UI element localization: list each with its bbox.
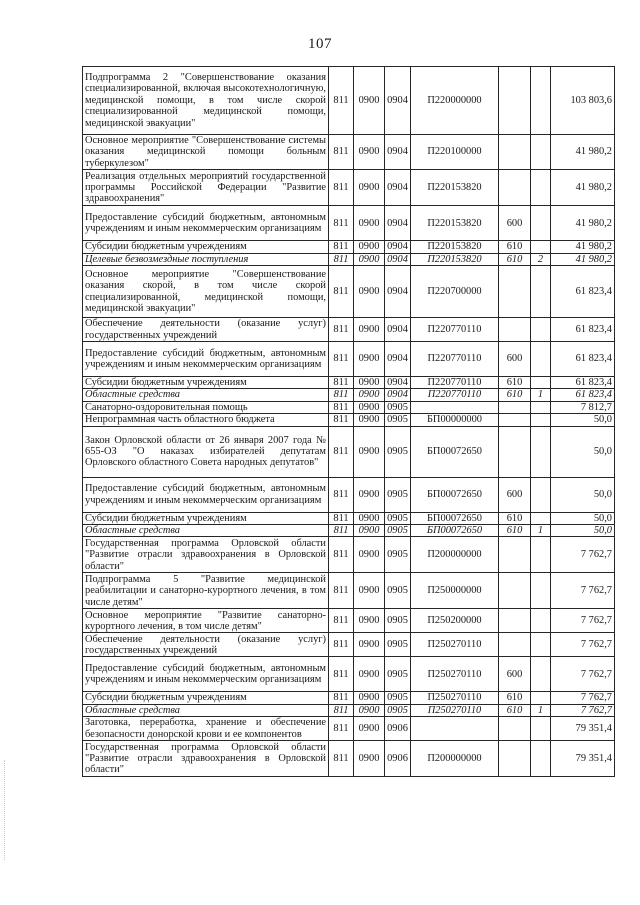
- expense-type-code: 610: [499, 704, 531, 716]
- table-row: [83, 241, 615, 253]
- amount: 7 762,7: [551, 537, 615, 573]
- expense-type-code: [499, 266, 531, 318]
- subsection-code: 0904: [385, 206, 411, 241]
- section-code: 0900: [354, 741, 385, 777]
- row-description: Субсидии бюджетным учреждениям: [83, 241, 329, 253]
- admin-code: 811: [329, 135, 354, 170]
- table-row: [83, 135, 615, 170]
- funding-source-code: [531, 170, 551, 206]
- scan-margin-mark: [4, 760, 7, 860]
- expense-type-code: [499, 67, 531, 135]
- section-code: 0900: [354, 633, 385, 657]
- section-code: 0900: [354, 241, 385, 253]
- amount: 103 803,6: [551, 67, 615, 135]
- amount: 41 980,2: [551, 253, 615, 265]
- section-code: 0900: [354, 342, 385, 377]
- target-article-code: П220100000: [411, 135, 499, 170]
- funding-source-code: 2: [531, 253, 551, 265]
- expense-type-code: [499, 717, 531, 741]
- funding-source-code: [531, 241, 551, 253]
- admin-code: 811: [329, 170, 354, 206]
- expense-type-code: [499, 537, 531, 573]
- subsection-code: 0905: [385, 414, 411, 426]
- funding-source-code: [531, 573, 551, 609]
- subsection-code: 0905: [385, 477, 411, 512]
- admin-code: 811: [329, 573, 354, 609]
- funding-source-code: [531, 414, 551, 426]
- table-row: [83, 609, 615, 633]
- funding-source-code: [531, 609, 551, 633]
- funding-source-code: [531, 477, 551, 512]
- amount: 50,0: [551, 525, 615, 537]
- admin-code: 811: [329, 67, 354, 135]
- section-code: 0900: [354, 426, 385, 477]
- table-row: [83, 401, 615, 413]
- section-code: 0900: [354, 266, 385, 318]
- funding-source-code: [531, 377, 551, 389]
- admin-code: 811: [329, 537, 354, 573]
- subsection-code: 0905: [385, 692, 411, 704]
- row-description: Государственная программа Орловской области "Развитие отрасли здравоохранения в Орловской области": [83, 537, 329, 573]
- expense-type-code: [499, 426, 531, 477]
- section-code: 0900: [354, 389, 385, 401]
- target-article-code: П200000000: [411, 741, 499, 777]
- row-description: Обеспечение деятельности (оказание услуг) государственных учреждений: [83, 633, 329, 657]
- amount: 7 762,7: [551, 704, 615, 716]
- table-row: [83, 414, 615, 426]
- row-description: Подпрограмма 2 "Совершенствование оказания специализированной, включая высокотехнологичную, медицинской помощи, в том числе скорой специализированной медицинской помощи, медицинской эвакуации": [83, 67, 329, 135]
- subsection-code: 0906: [385, 717, 411, 741]
- page-number: 107: [308, 36, 332, 52]
- expense-type-code: 610: [499, 512, 531, 524]
- target-article-code: П250270110: [411, 692, 499, 704]
- funding-source-code: [531, 692, 551, 704]
- row-description: Областные средства: [83, 704, 329, 716]
- amount: 7 762,7: [551, 657, 615, 692]
- row-description: Субсидии бюджетным учреждениям: [83, 512, 329, 524]
- target-article-code: БП00072650: [411, 426, 499, 477]
- subsection-code: 0904: [385, 389, 411, 401]
- funding-source-code: [531, 318, 551, 342]
- subsection-code: 0905: [385, 573, 411, 609]
- target-article-code: П250200000: [411, 609, 499, 633]
- table-row: [83, 389, 615, 401]
- section-code: 0900: [354, 318, 385, 342]
- admin-code: 811: [329, 206, 354, 241]
- table-row: [83, 377, 615, 389]
- section-code: 0900: [354, 537, 385, 573]
- row-description: Целевые безвозмездные поступления: [83, 253, 329, 265]
- subsection-code: 0906: [385, 741, 411, 777]
- row-description: Областные средства: [83, 525, 329, 537]
- target-article-code: БП00072650: [411, 477, 499, 512]
- subsection-code: 0905: [385, 525, 411, 537]
- admin-code: 811: [329, 477, 354, 512]
- admin-code: 811: [329, 717, 354, 741]
- admin-code: 811: [329, 377, 354, 389]
- expense-type-code: 610: [499, 253, 531, 265]
- table-row: [83, 537, 615, 573]
- amount: 41 980,2: [551, 206, 615, 241]
- section-code: 0900: [354, 170, 385, 206]
- funding-source-code: [531, 741, 551, 777]
- subsection-code: 0905: [385, 537, 411, 573]
- admin-code: 811: [329, 318, 354, 342]
- target-article-code: П250270110: [411, 633, 499, 657]
- expense-type-code: [499, 135, 531, 170]
- expense-type-code: [499, 609, 531, 633]
- funding-source-code: [531, 633, 551, 657]
- amount: 41 980,2: [551, 135, 615, 170]
- subsection-code: 0904: [385, 67, 411, 135]
- section-code: 0900: [354, 657, 385, 692]
- expense-type-code: 610: [499, 525, 531, 537]
- section-code: 0900: [354, 414, 385, 426]
- amount: 61 823,4: [551, 389, 615, 401]
- subsection-code: 0905: [385, 401, 411, 413]
- admin-code: 811: [329, 704, 354, 716]
- row-description: Субсидии бюджетным учреждениям: [83, 377, 329, 389]
- admin-code: 811: [329, 692, 354, 704]
- admin-code: 811: [329, 253, 354, 265]
- section-code: 0900: [354, 609, 385, 633]
- expense-type-code: [499, 633, 531, 657]
- subsection-code: 0904: [385, 377, 411, 389]
- admin-code: 811: [329, 389, 354, 401]
- amount: 50,0: [551, 512, 615, 524]
- section-code: 0900: [354, 512, 385, 524]
- expense-type-code: 610: [499, 241, 531, 253]
- amount: 7 762,7: [551, 573, 615, 609]
- target-article-code: П220770110: [411, 389, 499, 401]
- subsection-code: 0904: [385, 170, 411, 206]
- target-article-code: П220153820: [411, 241, 499, 253]
- admin-code: 811: [329, 401, 354, 413]
- amount: 50,0: [551, 477, 615, 512]
- funding-source-code: [531, 135, 551, 170]
- section-code: 0900: [354, 525, 385, 537]
- target-article-code: П220770110: [411, 342, 499, 377]
- amount: 7 812,7: [551, 401, 615, 413]
- target-article-code: П220153820: [411, 206, 499, 241]
- admin-code: 811: [329, 426, 354, 477]
- admin-code: 811: [329, 525, 354, 537]
- admin-code: 811: [329, 512, 354, 524]
- section-code: 0900: [354, 717, 385, 741]
- amount: 7 762,7: [551, 633, 615, 657]
- table-row: [83, 692, 615, 704]
- table-row: [83, 170, 615, 206]
- budget-table-body: [83, 67, 615, 777]
- expense-type-code: [499, 573, 531, 609]
- budget-table: [82, 66, 615, 777]
- expense-type-code: [499, 414, 531, 426]
- target-article-code: П220700000: [411, 266, 499, 318]
- amount: 41 980,2: [551, 241, 615, 253]
- table-row: [83, 342, 615, 377]
- table-row: [83, 573, 615, 609]
- target-article-code: П200000000: [411, 537, 499, 573]
- admin-code: 811: [329, 266, 354, 318]
- section-code: 0900: [354, 135, 385, 170]
- table-row: [83, 512, 615, 524]
- target-article-code: П220770110: [411, 377, 499, 389]
- row-description: Непрограммная часть областного бюджета: [83, 414, 329, 426]
- funding-source-code: 1: [531, 525, 551, 537]
- funding-source-code: [531, 342, 551, 377]
- admin-code: 811: [329, 609, 354, 633]
- row-description: Санаторно-оздоровительная помощь: [83, 401, 329, 413]
- target-article-code: БП00072650: [411, 512, 499, 524]
- row-description: Основное мероприятие "Развитие санаторно-курортного лечения, в том числе детям": [83, 609, 329, 633]
- funding-source-code: [531, 266, 551, 318]
- admin-code: 811: [329, 741, 354, 777]
- amount: 79 351,4: [551, 741, 615, 777]
- subsection-code: 0904: [385, 266, 411, 318]
- row-description: Предоставление субсидий бюджетным, автономным учреждениям и иным некоммерческим организациям: [83, 342, 329, 377]
- table-row: [83, 657, 615, 692]
- target-article-code: П250270110: [411, 704, 499, 716]
- funding-source-code: [531, 537, 551, 573]
- subsection-code: 0905: [385, 512, 411, 524]
- target-article-code: БП00000000: [411, 414, 499, 426]
- admin-code: 811: [329, 241, 354, 253]
- target-article-code: П250000000: [411, 573, 499, 609]
- funding-source-code: [531, 512, 551, 524]
- row-description: Предоставление субсидий бюджетным, автономным учреждениям и иным некоммерческим организациям: [83, 657, 329, 692]
- table-row: [83, 704, 615, 716]
- row-description: Заготовка, переработка, хранение и обеспечение безопасности донорской крови и ее компонентов: [83, 717, 329, 741]
- expense-type-code: [499, 741, 531, 777]
- subsection-code: 0905: [385, 657, 411, 692]
- row-description: Реализация отдельных мероприятий государственной программы Российской Федерации "Развитие здравоохранения": [83, 170, 329, 206]
- row-description: Основное мероприятие "Совершенствование оказания скорой, в том числе скорой специализированной, медицинской помощи, медицинской эвакуации": [83, 266, 329, 318]
- expense-type-code: 600: [499, 206, 531, 241]
- amount: 61 823,4: [551, 377, 615, 389]
- admin-code: 811: [329, 633, 354, 657]
- funding-source-code: [531, 426, 551, 477]
- expense-type-code: 600: [499, 342, 531, 377]
- table-row: [83, 741, 615, 777]
- funding-source-code: 1: [531, 389, 551, 401]
- amount: 61 823,4: [551, 266, 615, 318]
- admin-code: 811: [329, 342, 354, 377]
- subsection-code: 0904: [385, 318, 411, 342]
- expense-type-code: 610: [499, 389, 531, 401]
- subsection-code: 0904: [385, 135, 411, 170]
- subsection-code: 0905: [385, 704, 411, 716]
- amount: 50,0: [551, 414, 615, 426]
- table-row: [83, 633, 615, 657]
- funding-source-code: [531, 401, 551, 413]
- target-article-code: П250270110: [411, 657, 499, 692]
- table-row: [83, 206, 615, 241]
- target-article-code: [411, 401, 499, 413]
- amount: 79 351,4: [551, 717, 615, 741]
- target-article-code: П220000000: [411, 67, 499, 135]
- row-description: Подпрограмма 5 "Развитие медицинской реабилитации и санаторно-курортного лечения, в том числе детям": [83, 573, 329, 609]
- amount: 41 980,2: [551, 170, 615, 206]
- section-code: 0900: [354, 377, 385, 389]
- amount: 61 823,4: [551, 342, 615, 377]
- table-row: [83, 426, 615, 477]
- admin-code: 811: [329, 414, 354, 426]
- expense-type-code: 600: [499, 477, 531, 512]
- section-code: 0900: [354, 692, 385, 704]
- table-row: [83, 318, 615, 342]
- expense-type-code: [499, 318, 531, 342]
- subsection-code: 0904: [385, 241, 411, 253]
- section-code: 0900: [354, 67, 385, 135]
- target-article-code: БП00072650: [411, 525, 499, 537]
- row-description: Областные средства: [83, 389, 329, 401]
- section-code: 0900: [354, 401, 385, 413]
- section-code: 0900: [354, 573, 385, 609]
- row-description: Обеспечение деятельности (оказание услуг) государственных учреждений: [83, 318, 329, 342]
- expense-type-code: 610: [499, 377, 531, 389]
- expense-type-code: [499, 401, 531, 413]
- target-article-code: [411, 717, 499, 741]
- target-article-code: П220153820: [411, 170, 499, 206]
- table-row: [83, 477, 615, 512]
- section-code: 0900: [354, 253, 385, 265]
- row-description: Предоставление субсидий бюджетным, автономным учреждениям и иным некоммерческим организациям: [83, 206, 329, 241]
- amount: 61 823,4: [551, 318, 615, 342]
- subsection-code: 0904: [385, 253, 411, 265]
- subsection-code: 0905: [385, 426, 411, 477]
- table-row: [83, 67, 615, 135]
- target-article-code: П220770110: [411, 318, 499, 342]
- amount: 7 762,7: [551, 692, 615, 704]
- funding-source-code: [531, 67, 551, 135]
- expense-type-code: 600: [499, 657, 531, 692]
- target-article-code: П220153820: [411, 253, 499, 265]
- subsection-code: 0905: [385, 609, 411, 633]
- row-description: Государственная программа Орловской области "Развитие отрасли здравоохранения в Орловской области": [83, 741, 329, 777]
- section-code: 0900: [354, 704, 385, 716]
- amount: 50,0: [551, 426, 615, 477]
- table-row: [83, 266, 615, 318]
- funding-source-code: 1: [531, 704, 551, 716]
- subsection-code: 0904: [385, 342, 411, 377]
- admin-code: 811: [329, 657, 354, 692]
- funding-source-code: [531, 657, 551, 692]
- section-code: 0900: [354, 206, 385, 241]
- table-row: [83, 717, 615, 741]
- row-description: Закон Орловской области от 26 января 2007 года № 655-ОЗ "О наказах избирателей депутатам Орловского областного Совета народных депутатов": [83, 426, 329, 477]
- row-description: Предоставление субсидий бюджетным, автономным учреждениям и иным некоммерческим организациям: [83, 477, 329, 512]
- funding-source-code: [531, 717, 551, 741]
- amount: 7 762,7: [551, 609, 615, 633]
- expense-type-code: [499, 170, 531, 206]
- row-description: Субсидии бюджетным учреждениям: [83, 692, 329, 704]
- subsection-code: 0905: [385, 633, 411, 657]
- funding-source-code: [531, 206, 551, 241]
- table-row: [83, 253, 615, 265]
- row-description: Основное мероприятие "Совершенствование системы оказания медицинской помощи больным туберкулезом": [83, 135, 329, 170]
- expense-type-code: 610: [499, 692, 531, 704]
- section-code: 0900: [354, 477, 385, 512]
- table-row: [83, 525, 615, 537]
